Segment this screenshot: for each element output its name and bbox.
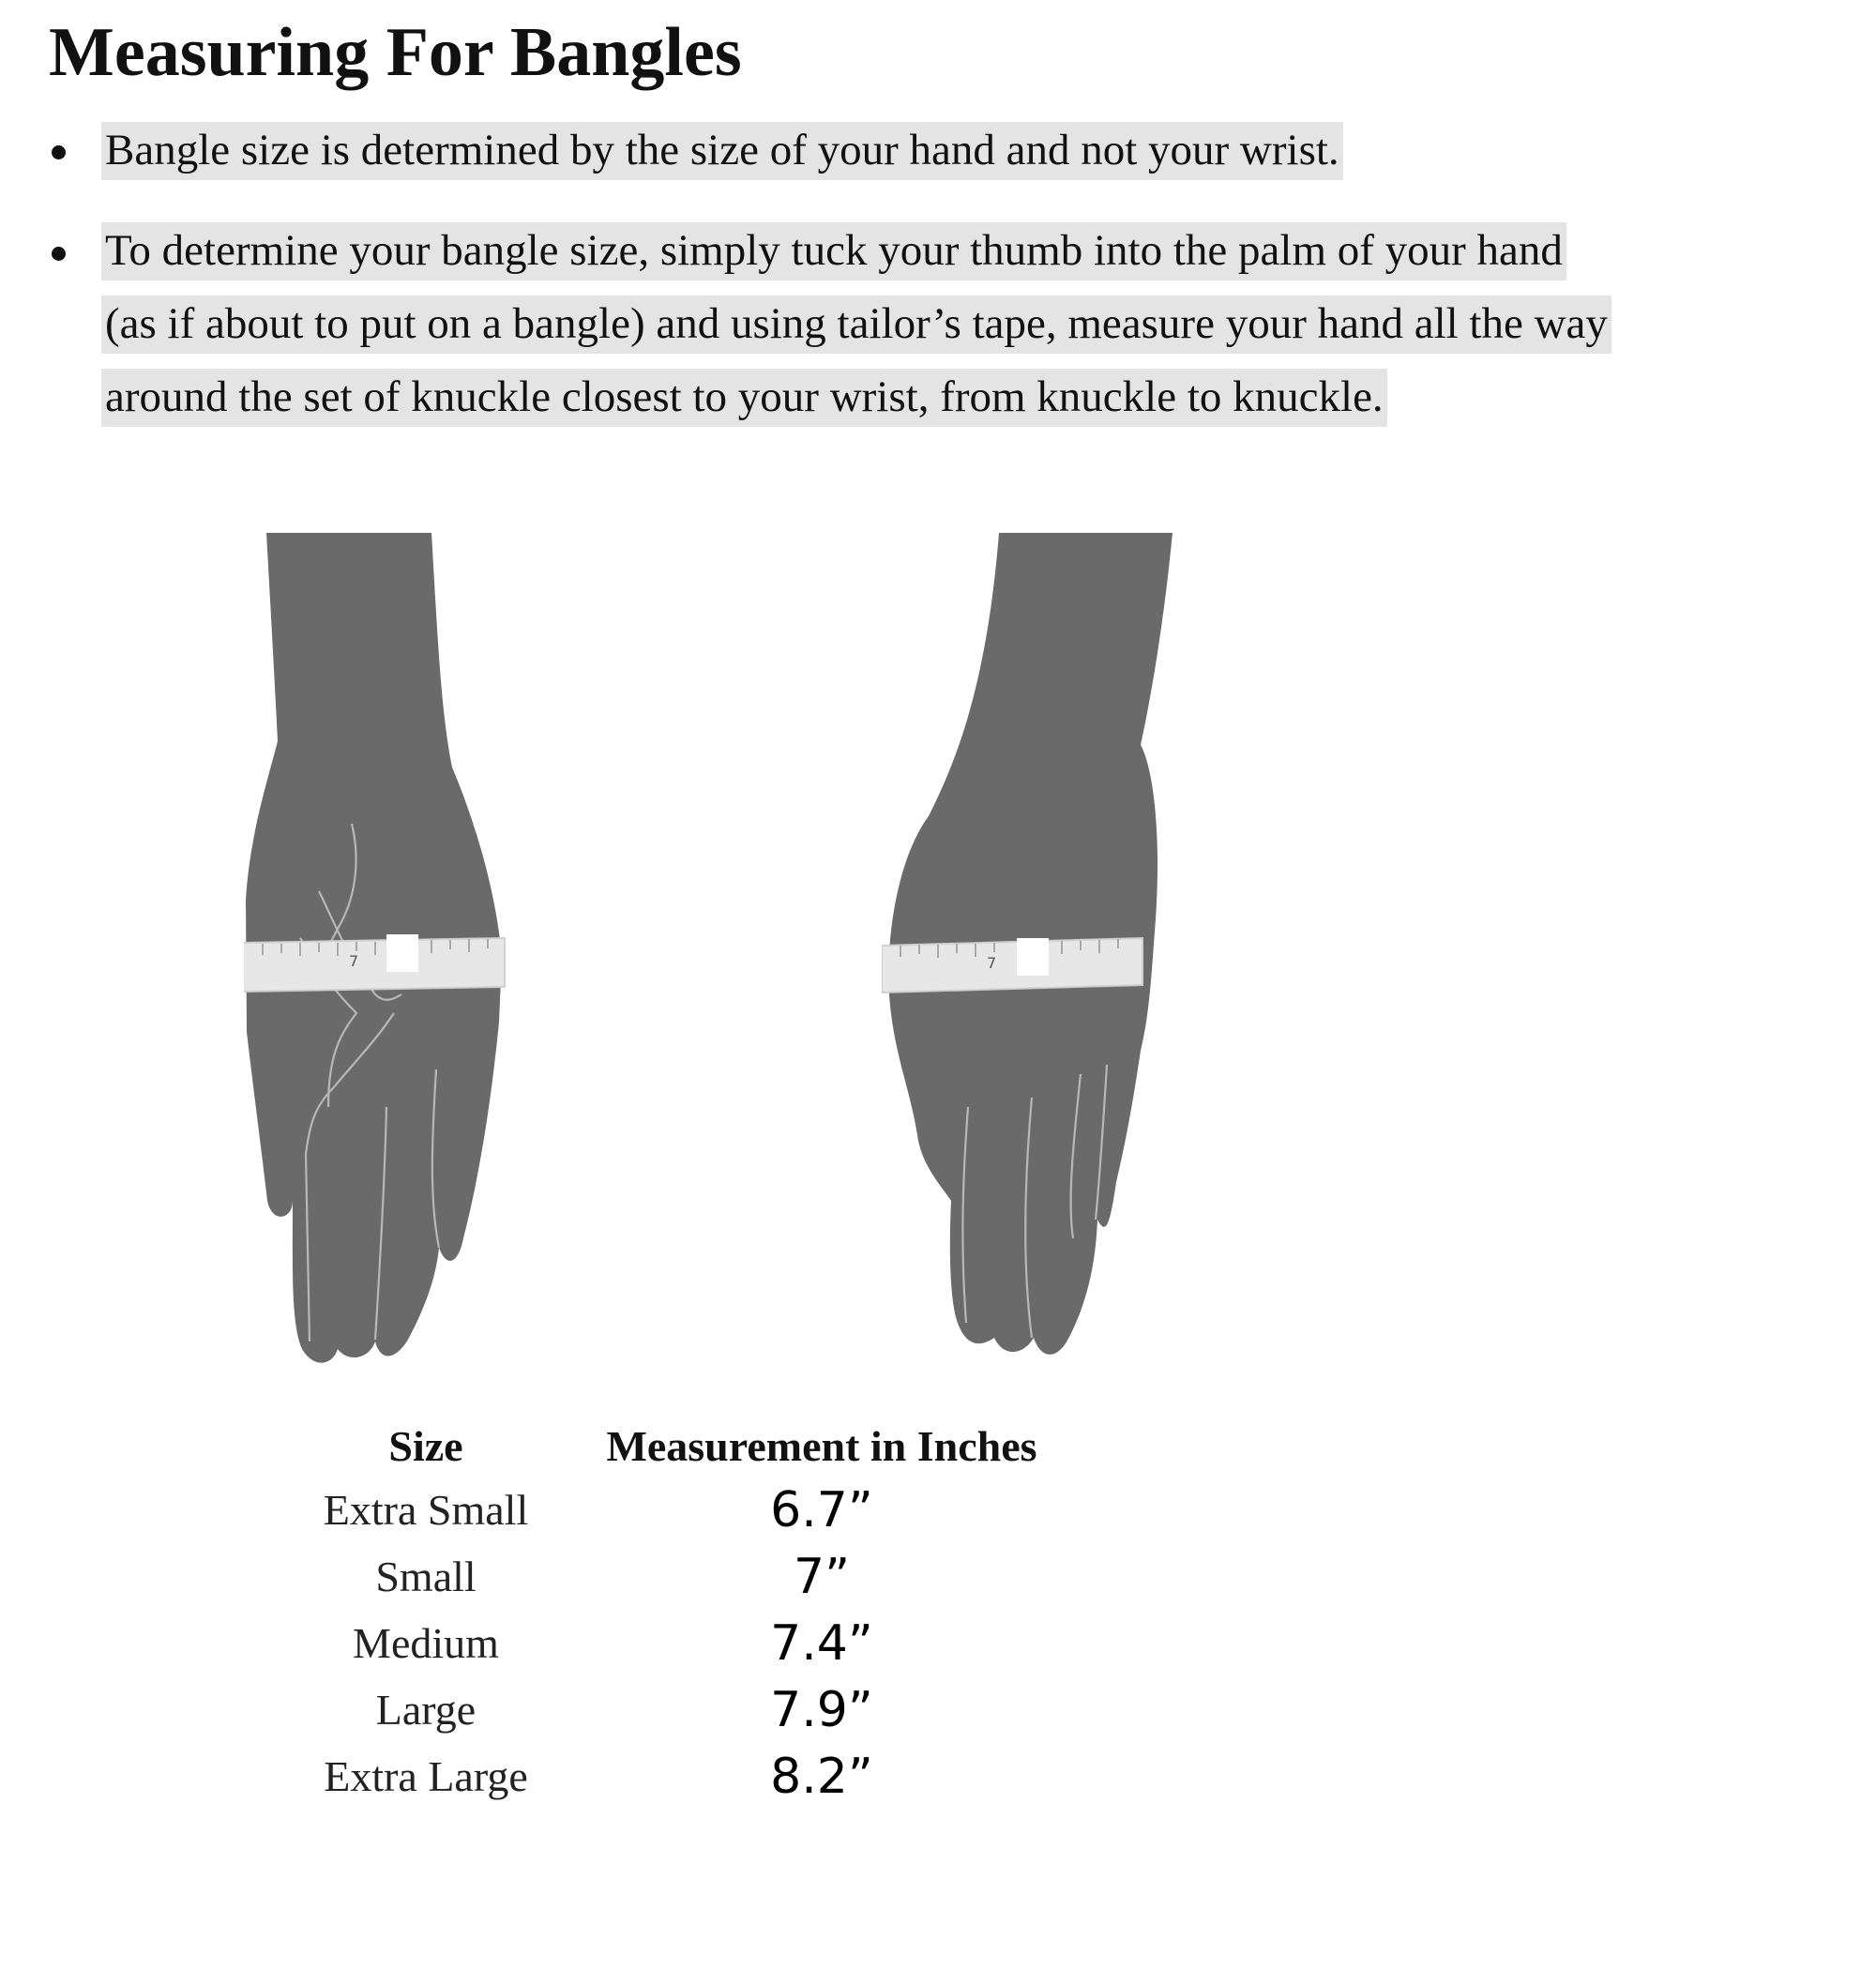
measurement-cell: 6.7” [770, 1481, 873, 1538]
table-row [280, 1477, 1071, 1543]
tape-band [244, 938, 505, 992]
palm-hand-illustration [244, 525, 563, 1370]
page-title: Measuring For Bangles [49, 14, 742, 91]
size-cell: Large [375, 1686, 477, 1734]
table-row [280, 1676, 1071, 1743]
measuring-tape [244, 934, 505, 992]
tape-window [1017, 938, 1049, 976]
text-line [101, 113, 1784, 188]
highlighted-text: (as if about to put on a bangle) and using tailor’s tape, measure your hand all the way [101, 295, 1611, 354]
highlighted-text: Bangle size is determined by the size of your hand and not your wrist. [101, 122, 1343, 180]
table-row [280, 1743, 1071, 1810]
highlighted-text: around the set of knuckle closest to your wrist, from knuckle to knuckle. [101, 369, 1387, 427]
measuring-tape [882, 938, 1142, 992]
measurement-cell: 7” [793, 1548, 851, 1605]
size-cell: Extra Large [324, 1752, 528, 1800]
table-row [280, 1610, 1071, 1676]
instruction-list [49, 113, 1784, 433]
tape-mark: 7 [349, 952, 359, 970]
bangle-size-table [280, 1415, 1218, 1810]
size-cell: Extra Small [323, 1486, 529, 1534]
back-hand-illustration [882, 525, 1201, 1370]
bullet-icon [52, 247, 66, 261]
measurement-cell: 7.9” [770, 1681, 873, 1738]
header-measurement: Measurement in Inches [606, 1421, 1037, 1470]
size-cell: Medium [353, 1619, 499, 1667]
hand-measurement-illustration [244, 525, 1238, 1370]
table-header-row [280, 1415, 1071, 1477]
measurement-cell: 8.2” [770, 1748, 873, 1805]
bullet-icon [52, 145, 66, 159]
table-row [280, 1543, 1071, 1610]
text-line [101, 360, 1784, 433]
size-cell: Small [375, 1553, 477, 1600]
size-chart-table [280, 1415, 1071, 1810]
text-line [101, 214, 1784, 287]
measurement-cell: 7.4” [770, 1614, 873, 1672]
text-line [101, 287, 1784, 360]
list-item [49, 113, 1784, 188]
tape-mark: 7 [987, 954, 997, 972]
highlighted-text: To determine your bangle size, simply tuck your thumb into the palm of your hand [101, 222, 1566, 280]
list-item [49, 214, 1784, 433]
tape-band [882, 938, 1142, 992]
tape-window [386, 934, 418, 972]
header-size: Size [388, 1421, 463, 1470]
